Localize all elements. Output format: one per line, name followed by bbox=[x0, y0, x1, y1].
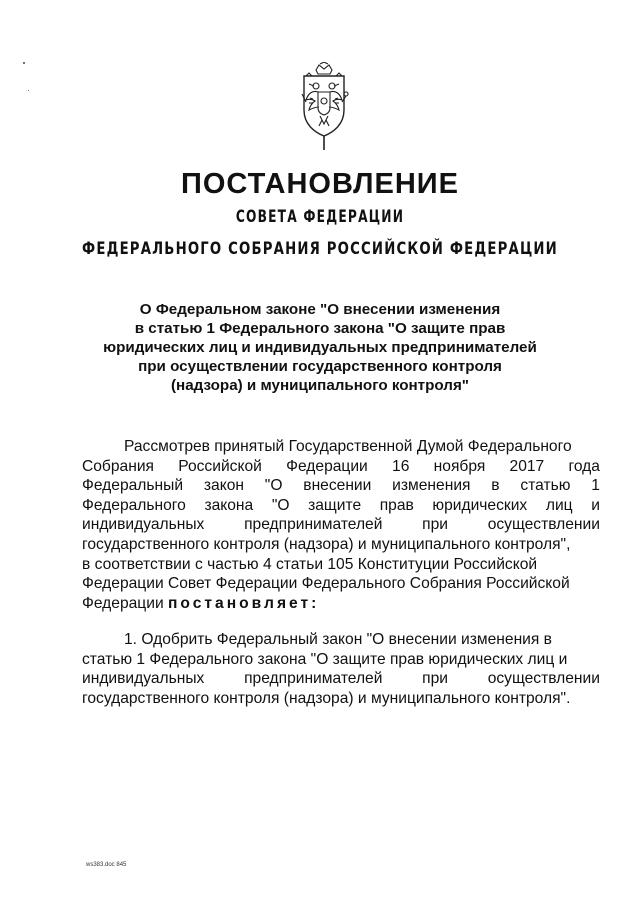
resolves-emphasis: постановляет: bbox=[168, 594, 320, 612]
text-line: статью 1 Федерального закона "О защите прав юридических лиц и bbox=[82, 650, 568, 668]
text-line: государственного контроля (надзора) и муниципального контроля". bbox=[82, 689, 571, 707]
text-line: Федеральный закон "О внесении изменения в статью 1 bbox=[82, 477, 600, 495]
scan-speck bbox=[28, 90, 29, 91]
subject-line: юридических лиц и индивидуальных предпринимателей bbox=[103, 339, 537, 356]
subject-line: (надзора) и муниципального контроля" bbox=[170, 377, 470, 394]
paragraph-preamble bbox=[82, 437, 600, 613]
subject-line: О Федеральном законе "О внесении изменения bbox=[139, 301, 501, 318]
document-subtitle-council: СОВЕТА ФЕДЕРАЦИИ bbox=[235, 207, 405, 227]
text-line: государственного контроля (надзора) и муниципального контроля", bbox=[82, 535, 571, 553]
document-title: ПОСТАНОВЛЕНИЕ bbox=[181, 168, 459, 200]
text-line: в соответствии с частью 4 статьи 105 Конституции Российской bbox=[82, 555, 538, 573]
paragraph-clause-1 bbox=[82, 630, 600, 708]
text-line: Собрания Российской Федерации 16 ноября 2017 года bbox=[82, 457, 600, 475]
russian-coat-of-arms-icon bbox=[292, 62, 356, 154]
text-line: 1. Одобрить Федеральный закон "О внесении изменения в bbox=[124, 631, 552, 648]
text-line: Федерации постановляет: bbox=[82, 594, 320, 612]
document-subtitle-assembly: ФЕДЕРАЛЬНОГО СОБРАНИЯ РОССИЙСКОЙ ФЕДЕРАЦИИ bbox=[82, 239, 558, 259]
file-code: ws383.doc 845 bbox=[86, 862, 127, 868]
subject-line: при осуществлении государственного контроля bbox=[138, 358, 502, 375]
text-line: Федерации Совет Федерации Федерального Собрания Российской bbox=[82, 575, 570, 593]
text-line: индивидуальных предпринимателей при осуществлении bbox=[82, 516, 600, 534]
text-line: Федерального закона "О защите прав юридических лиц и bbox=[82, 496, 600, 514]
subject-line: в статью 1 Федерального закона "О защите прав bbox=[134, 320, 506, 337]
text-line: Рассмотрев принятый Государственной Думой Федерального bbox=[124, 438, 572, 455]
scan-speck bbox=[23, 62, 25, 64]
text-line: индивидуальных предпринимателей при осуществлении bbox=[82, 670, 600, 688]
resolution-subject bbox=[100, 300, 540, 395]
